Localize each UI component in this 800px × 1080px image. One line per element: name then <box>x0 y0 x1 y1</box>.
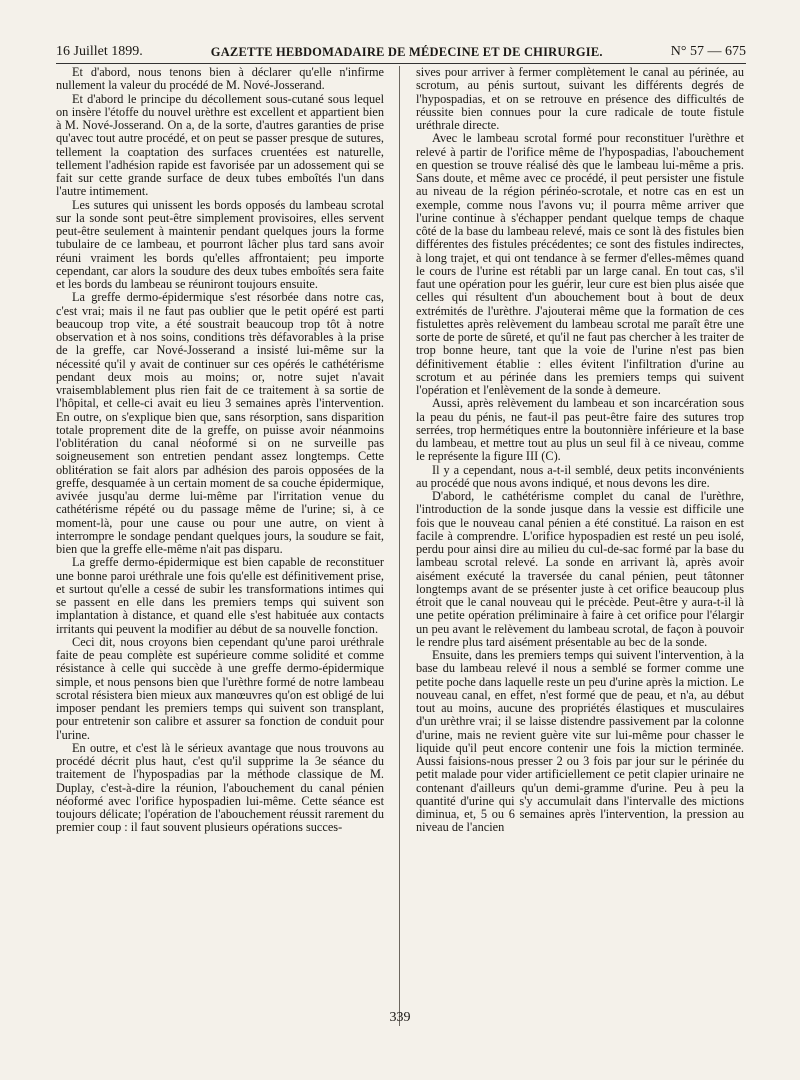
running-header <box>56 40 746 64</box>
paragraph: Aussi, après relèvement du lambeau et son incarcération sous la peau du pénis, ne faut-il pas peut-être faire des sutures trop serrées, trop hermétiques entre la boutonnière inférieure et la base du lambeau, et mettre tout au plus un seul fil à ce niveau, comme le représente la figure III (C). <box>416 396 744 464</box>
journal-title: GAZETTE HEBDOMADAIRE DE MÉDECINE ET DE CHIRURGIE. <box>210 45 603 59</box>
paragraph: La greffe dermo-épidermique s'est résorbée dans notre cas, c'est vrai; mais il ne faut pas oublier que le petit opéré est parti beaucoup trop vite, a été soustrait beaucoup trop tôt à notre observation et à nos soins, conditions très défavorables à la prise de la greffe, car Nové-Josserand a insisté lui-même sur la nécessité qu'il y avait de continuer sur ces opérés le cathétérisme pendant deux mois au moins; or, notre sujet n'avait vraisemblablement plus rien fait de ce traitement à sa sortie de l'hôpital, et celle-ci avait eu lieu 3 semaines après l'intervention. En outre, on s'explique bien que, sans résorption, sans disparition totale proprement dite de la greffe, on puisse avoir néanmoins l'oblitération du canal néoformé si on ne surveille pas soigneusement son entretien pendant assez longtemps. Cette oblitération se fait alors par adhésion des parois opposées de la greffe, desquamée à un certain moment de sa couche épidermique, avivée jusqu'au derme lui-même par l'irritation venue du cathétérisme répété ou du passage même de l'urine; si, à ce moment-là, pour une cause ou pour une autre, on vient à interrompre le sondage pendant quelques jours, la soudure se fait, bien que la greffe elle-même n'ait pas disparu. <box>56 290 384 556</box>
paragraph: Ceci dit, nous croyons bien cependant qu'une paroi uréthrale faite de peau complète est supérieure comme solidité et comme résistance à celle qui succède à une greffe dermo-épidermique simple, et nous pensons bien que l'urèthre formé de notre lambeau scrotal résistera bien mieux aux manœuvres qu'on est obligé de lui imposer pendant les premiers temps qui suivent son transplant, pour entretenir son calibre et assurer sa fonction de conduit pour l'urine. <box>56 634 384 742</box>
paragraph: Et d'abord le principe du décollement sous-cutané sous lequel on insère l'étoffe du nouvel urèthre est excellent et appartient bien à M. Nové-Josserand. On a, de la sorte, d'autres garanties de prise qu'avec tout autre procédé, et on peut se passer presque de sutures, tellement la coaptation des surfaces cruentées est naturelle, tellement l'adhésion rapide est favorisée par un adossement qui se fait sur cette grande surface de deux tubes emboîtés l'un dans l'autre intimement. <box>56 91 384 199</box>
paragraph: La greffe dermo-épidermique est bien capable de reconstituer une bonne paroi uréthrale une fois qu'elle est définitivement prise, et surtout qu'elle a cessé de subir les transformations intimes qui se passent en elle dans les premiers temps qui suivent son implantation à distance, et quand elle s'est habituée aux contacts irritants qui peuvent la modifier au début de sa nouvelle fonction. <box>56 555 384 636</box>
page-folio: 339 <box>389 1010 411 1025</box>
paragraph: D'abord, le cathétérisme complet du canal de l'urèthre, l'introduction de la sonde jusque dans la vessie est difficile une fois que le nouveau canal pénien a été constitué. La raison en est facile à comprendre. L'orifice hypospadien est resté un peu isolé, perdu pour ainsi dire au milieu du cul-de-sac formé par la base du lambeau scrotal relevé. La sonde en arrivant là, après avoir aisément exécuté la traversée du canal pénien, peut tâtonner longtemps avant de se présenter juste à cet orifice beaucoup plus étroit que le canal nouveau qui le précède. Peut-être y aura-t-il là une petite opération préliminaire à faire à cet orifice pour l'élargir un peu avant le relèvement du lambeau scrotal, de façon à pouvoir le rendre plus tard aisément présentable au bec de la sonde. <box>416 489 744 649</box>
issue-number: N° 57 — 675 <box>670 44 746 59</box>
paragraph: Avec le lambeau scrotal formé pour reconstituer l'urèthre et relevé à partir de l'orifice même de l'hypospadias, l'abouchement en question se trouve réalisé dès que le lambeau lui-même a pris. Sans doute, et même avec ce procédé, il peut persister une fistule au niveau de la région périnéo-scrotale, et notre cas en est un exemple, comme nous l'avons vu; il pourra même arriver que l'urine continue à s'échapper pendant quelque temps de chaque côté de la base du lambeau relevé, mais ce sont là des fistules bien différentes des fistules précédentes; ce sont des fistules indirectes, à long trajet, et qui ont tendance à se fermer d'elles-mêmes quand le cours de l'urine est rétabli par un large canal. En tout cas, s'il faut une opération pour les guérir, leur cure est bien plus aisée que celles qui résultent d'un abouchement bout à bout de deux extrémités de l'urèthre. J'ajouterai même que la formation de ces fistulettes après relèvement du lambeau scrotal me paraît être une sorte de porte de sûreté, et qu'il ne faut pas chercher à les traiter de trop bonne heure, tant que la voie de l'urine n'est pas bien définitivement établie : elles évitent l'infiltration d'urine au scrotum et au périnée dans les premiers temps qui suivent l'opération et l'enlèvement de la sonde à demeure. <box>416 131 744 397</box>
paragraph: Et d'abord, nous tenons bien à déclarer qu'elle n'infirme nullement la valeur du procédé de M. Nové-Josserand. <box>56 66 384 93</box>
paragraph: En outre, et c'est là le sérieux avantage que nous trouvons au procédé décrit plus haut, c'est qu'il supprime la 3e séance du traitement de l'hypospadias par la méthode classique de M. Duplay, c'est-à-dire la réunion, l'abouchement du canal pénien néoformé avec l'orifice hypospadien lui-même. Cette séance est toujours délicate; l'opération de l'abouchement réussit rarement du premier coup : il faut souvent plusieurs opérations succes- <box>56 740 384 835</box>
left-column <box>56 66 384 1041</box>
paragraph: Il y a cependant, nous a-t-il semblé, deux petits inconvénients au procédé que nous avons indiqué, et nous devons les dire. <box>416 462 744 490</box>
column-divider <box>399 66 400 1026</box>
paragraph: Les sutures qui unissent les bords opposés du lambeau scrotal sur la sonde sont peut-être simplement provisoires, elles servent peut-être seulement à maintenir pendant quelques jours la forme tubulaire de ce lambeau, et pourront lâcher plus tard sans avoir réuni vraiment les bords qu'elles affrontaient; peu importe cependant, car alors la soudure des deux tubes emboîtés sera faite et les bords du lambeau se réuniront toujours ensuite. <box>56 197 384 291</box>
paragraph: sives pour arriver à fermer complètement le canal au périnée, au scrotum, au pénis surtout, suivant les différents degrés de l'hypospadias, et on se retrouve en présence des difficultés de réussite bien connues pour la cure radicale de toute fistule uréthrale directe. <box>416 66 744 132</box>
header-date: 16 Juillet 1899. <box>56 44 143 59</box>
paragraph: Ensuite, dans les premiers temps qui suivent l'intervention, à la base du lambeau relevé il nous a semblé se former comme une petite poche dans laquelle reste un peu d'urine après la miction. Le nouveau canal, en effet, n'est formé que de peau, et n'a, au début tout au moins, aucune des propriétés élastiques et musculaires d'un urèthre vrai; il se laisse distendre passivement par la colonne d'urine, mais ne revient guère vite sur lui-même pour chasser le liquide qu'il peut encore contenir une fois la miction terminée. Aussi faisions-nous presser 2 ou 3 fois par jour sur le périnée du petit malade pour vider artificiellement ce petit clapier urinaire ne contenant d'ailleurs qu'un demi-gramme d'urine. Peu à peu la quantité d'urine qui s'y accumulait dans l'intervalle des mictions diminua, et, 5 ou 6 semaines après l'intervention, la pression au niveau de l'ancien <box>416 648 744 835</box>
right-column <box>416 66 744 1041</box>
